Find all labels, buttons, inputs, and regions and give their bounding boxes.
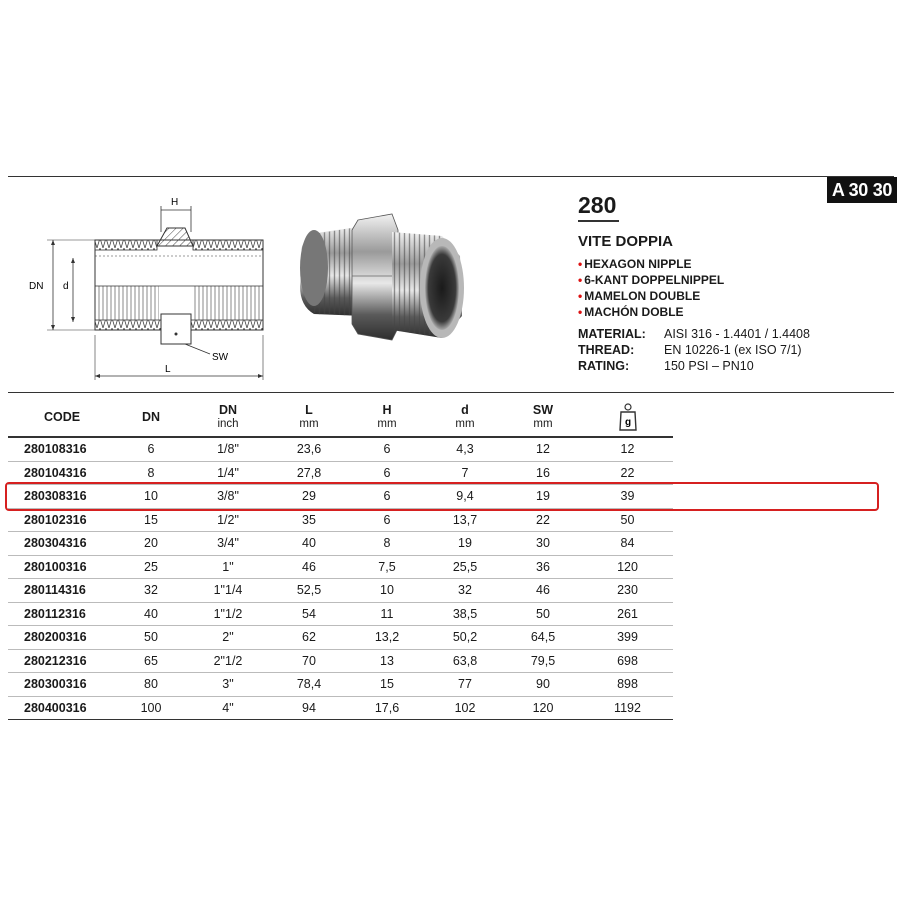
code-cell: 280400316 <box>8 696 116 720</box>
alias-item: • MACHÓN DOBLE <box>578 305 684 319</box>
table-row <box>8 437 673 461</box>
value-cell: 50 <box>504 602 582 626</box>
value-cell: 50,2 <box>426 626 504 650</box>
value-cell: 2" <box>186 626 270 650</box>
value-cell: 9,4 <box>426 485 504 509</box>
value-cell: 399 <box>582 626 673 650</box>
value-cell: 16 <box>504 461 582 485</box>
table-row <box>8 649 673 673</box>
col-dn-inch-header: DN inch <box>217 403 239 430</box>
alias-item: • 6-KANT DOPPELNIPPEL <box>578 273 725 287</box>
value-cell: 25 <box>116 555 186 579</box>
value-cell: 50 <box>582 508 673 532</box>
value-cell: 10 <box>348 579 426 603</box>
value-cell: 3" <box>186 673 270 697</box>
value-cell: 230 <box>582 579 673 603</box>
catalog-badge: A 30 30 <box>827 177 897 203</box>
mid-rule <box>8 392 894 393</box>
value-cell: 40 <box>116 602 186 626</box>
technical-drawing <box>25 188 275 388</box>
value-cell: 25,5 <box>426 555 504 579</box>
col-weight-header <box>582 398 673 437</box>
value-cell: 2"1/2 <box>186 649 270 673</box>
code-cell: 280108316 <box>8 437 116 461</box>
table-row <box>8 673 673 697</box>
value-cell: 78,4 <box>270 673 348 697</box>
value-cell: 1192 <box>582 696 673 720</box>
value-cell: 15 <box>116 508 186 532</box>
value-cell: 1/8" <box>186 437 270 461</box>
value-cell: 4" <box>186 696 270 720</box>
dimensions-table <box>8 398 673 720</box>
bullet-icon: • <box>578 289 583 303</box>
product-name: VITE DOPPIA <box>578 233 674 250</box>
value-cell: 32 <box>426 579 504 603</box>
value-cell: 36 <box>504 555 582 579</box>
value-cell: 38,5 <box>426 602 504 626</box>
dn-label: DN <box>29 281 44 292</box>
table-row <box>8 532 673 556</box>
value-cell: 6 <box>348 461 426 485</box>
value-cell: 23,6 <box>270 437 348 461</box>
value-cell: 30 <box>504 532 582 556</box>
col-dn-header: DN <box>141 410 161 424</box>
value-cell: 6 <box>348 485 426 509</box>
value-cell: 35 <box>270 508 348 532</box>
value-cell: 12 <box>582 437 673 461</box>
value-cell: 1/4" <box>186 461 270 485</box>
value-cell: 11 <box>348 602 426 626</box>
value-cell: 70 <box>270 649 348 673</box>
sw-label: SW <box>212 352 229 363</box>
value-cell: 79,5 <box>504 649 582 673</box>
d-label: d <box>63 281 69 292</box>
value-cell: 1" <box>186 555 270 579</box>
value-cell: 22 <box>582 461 673 485</box>
value-cell: 120 <box>582 555 673 579</box>
h-label: H <box>171 197 179 208</box>
code-cell: 280200316 <box>8 626 116 650</box>
value-cell: 40 <box>270 532 348 556</box>
value-cell: 13,2 <box>348 626 426 650</box>
code-cell: 280300316 <box>8 673 116 697</box>
value-cell: 77 <box>426 673 504 697</box>
product-info <box>578 190 878 374</box>
value-cell: 80 <box>116 673 186 697</box>
value-cell: 46 <box>504 579 582 603</box>
value-cell: 898 <box>582 673 673 697</box>
value-cell: 19 <box>504 485 582 509</box>
value-cell: 120 <box>504 696 582 720</box>
value-cell: 63,8 <box>426 649 504 673</box>
value-cell: 19 <box>426 532 504 556</box>
value-cell: 4,3 <box>426 437 504 461</box>
product-aliases <box>578 256 878 320</box>
value-cell: 13,7 <box>426 508 504 532</box>
weight-unit-label: g <box>624 417 631 428</box>
value-cell: 6 <box>348 508 426 532</box>
top-rule <box>8 176 894 177</box>
value-cell: 17,6 <box>348 696 426 720</box>
row-highlight <box>5 482 879 511</box>
bullet-icon: • <box>578 257 583 271</box>
value-cell: 65 <box>116 649 186 673</box>
code-cell: 280304316 <box>8 532 116 556</box>
value-cell: 50 <box>116 626 186 650</box>
value-cell: 15 <box>348 673 426 697</box>
table-row <box>8 461 673 485</box>
value-cell: 1"1/2 <box>186 602 270 626</box>
value-cell: 8 <box>348 532 426 556</box>
alias-item: • HEXAGON NIPPLE <box>578 257 692 271</box>
product-number: 280 <box>578 190 619 222</box>
value-cell: 20 <box>116 532 186 556</box>
value-cell: 7,5 <box>348 555 426 579</box>
value-cell: 3/4" <box>186 532 270 556</box>
table-row <box>8 602 673 626</box>
value-cell: 32 <box>116 579 186 603</box>
product-photo <box>292 206 472 356</box>
value-cell: 7 <box>426 461 504 485</box>
table-body <box>8 437 673 720</box>
value-cell: 261 <box>582 602 673 626</box>
code-cell: 280112316 <box>8 602 116 626</box>
table-header-row <box>8 398 673 437</box>
alias-item: • MAMELON DOUBLE <box>578 289 701 303</box>
spec-thread: THREAD: EN 10226-1 (ex ISO 7/1) <box>578 343 802 357</box>
table-row <box>8 508 673 532</box>
col-d-header: d mm <box>455 403 475 430</box>
value-cell: 22 <box>504 508 582 532</box>
value-cell: 102 <box>426 696 504 720</box>
value-cell: 54 <box>270 602 348 626</box>
value-cell: 29 <box>270 485 348 509</box>
weight-icon <box>617 402 639 432</box>
value-cell: 6 <box>348 437 426 461</box>
code-cell: 280100316 <box>8 555 116 579</box>
value-cell: 84 <box>582 532 673 556</box>
value-cell: 1/2" <box>186 508 270 532</box>
bullet-icon: • <box>578 273 583 287</box>
value-cell: 10 <box>116 485 186 509</box>
value-cell: 90 <box>504 673 582 697</box>
bullet-icon: • <box>578 305 583 319</box>
value-cell: 100 <box>116 696 186 720</box>
value-cell: 698 <box>582 649 673 673</box>
code-cell: 280212316 <box>8 649 116 673</box>
table-row <box>8 579 673 603</box>
col-l-header: L mm <box>299 403 319 430</box>
value-cell: 3/8" <box>186 485 270 509</box>
value-cell: 6 <box>116 437 186 461</box>
table-row <box>8 626 673 650</box>
value-cell: 94 <box>270 696 348 720</box>
l-label: L <box>165 364 171 375</box>
table-row <box>8 555 673 579</box>
value-cell: 27,8 <box>270 461 348 485</box>
col-code-header: CODE <box>44 410 81 424</box>
code-cell: 280104316 <box>8 461 116 485</box>
col-h-header: H mm <box>377 403 397 430</box>
value-cell: 62 <box>270 626 348 650</box>
value-cell: 13 <box>348 649 426 673</box>
table-row <box>8 696 673 720</box>
code-cell: 280308316 <box>8 485 116 509</box>
value-cell: 52,5 <box>270 579 348 603</box>
code-cell: 280102316 <box>8 508 116 532</box>
value-cell: 1"1/4 <box>186 579 270 603</box>
value-cell: 12 <box>504 437 582 461</box>
spec-rating: RATING: 150 PSI – PN10 <box>578 359 754 373</box>
product-specs <box>578 326 878 374</box>
col-sw-header: SW mm <box>532 403 554 430</box>
value-cell: 64,5 <box>504 626 582 650</box>
spec-material: MATERIAL: AISI 316 - 1.4401 / 1.4408 <box>578 327 810 341</box>
value-cell: 8 <box>116 461 186 485</box>
value-cell: 46 <box>270 555 348 579</box>
value-cell: 39 <box>582 485 673 509</box>
code-cell: 280114316 <box>8 579 116 603</box>
